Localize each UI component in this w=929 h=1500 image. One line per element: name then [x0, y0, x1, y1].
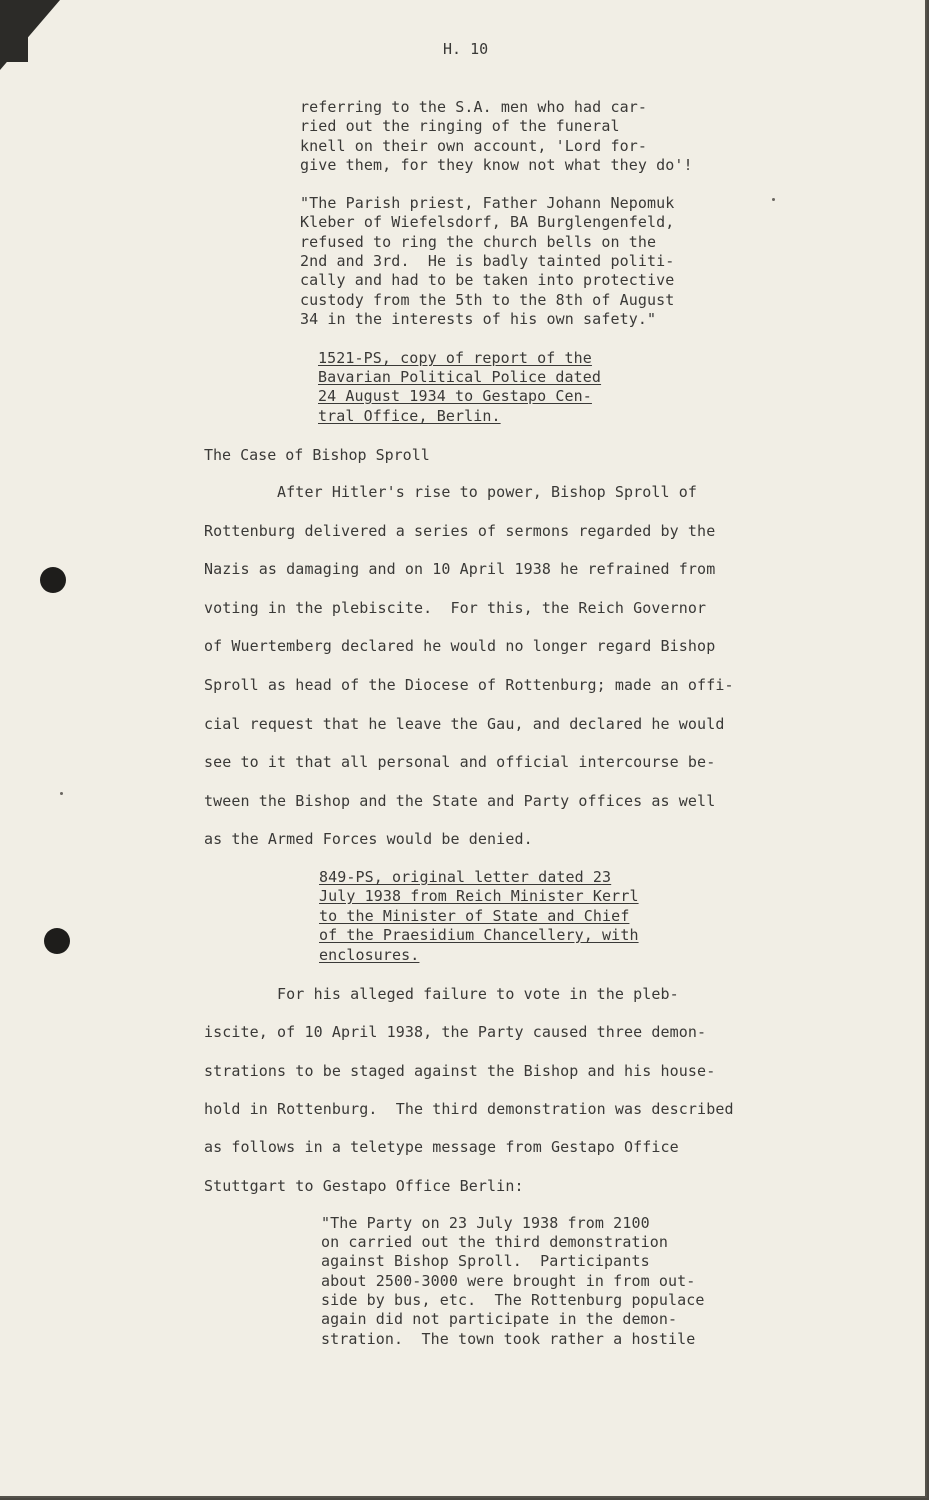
body-line: hold in Rottenburg. The third demonstration was described [204, 1100, 734, 1118]
body-line: as follows in a teletype message from Gestapo Office [204, 1138, 679, 1156]
ink-speck [60, 792, 63, 795]
body-line: For his alleged failure to vote in the pleb- [204, 985, 679, 1003]
page-number: H. 10 [443, 40, 489, 58]
torn-corner-edge [0, 0, 60, 70]
quote-line: 2nd and 3rd. He is badly tainted politi- [300, 252, 675, 270]
quote-line: "The Party on 23 July 1938 from 2100 [321, 1214, 650, 1232]
ink-speck [772, 198, 775, 201]
body-line: iscite, of 10 April 1938, the Party caused three demon- [204, 1023, 707, 1041]
source-reference-line: Bavarian Political Police dated [318, 368, 602, 386]
section-heading: The Case of Bishop Sproll [204, 446, 430, 464]
body-line: Nazis as damaging and on 10 April 1938 he refrained from [204, 560, 716, 578]
body-line: see to it that all personal and official intercourse be- [204, 753, 716, 771]
quote-line: 34 in the interests of his own safety." [300, 310, 657, 328]
quote-line: custody from the 5th to the 8th of August [300, 291, 675, 309]
punch-hole-lower [44, 928, 70, 954]
source-reference-line: of the Praesidium Chancellery, with [319, 926, 639, 944]
source-reference-line: enclosures. [319, 946, 420, 964]
quote-line: cally and had to be taken into protective [300, 271, 675, 289]
body-line: cial request that he leave the Gau, and declared he would [204, 715, 725, 733]
source-reference-line: 1521-PS, copy of report of the [318, 349, 592, 367]
body-line: After Hitler's rise to power, Bishop Sproll of [204, 483, 698, 501]
body-line: Rottenburg delivered a series of sermons regarded by the [204, 522, 716, 540]
quote-line: ried out the ringing of the funeral [300, 117, 620, 135]
source-reference-line: 849-PS, original letter dated 23 [319, 868, 612, 886]
body-line: Stuttgart to Gestapo Office Berlin: [204, 1177, 524, 1195]
body-line: Sproll as head of the Diocese of Rottenburg; made an offi- [204, 676, 734, 694]
punch-hole-upper [40, 567, 66, 593]
source-reference-line: July 1938 from Reich Minister Kerrl [319, 887, 639, 905]
quote-line: about 2500-3000 were brought in from out- [321, 1272, 696, 1290]
body-line: tween the Bishop and the State and Party offices as well [204, 792, 716, 810]
quote-line: again did not participate in the demon- [321, 1310, 678, 1328]
body-line: of Wuertemberg declared he would no longer regard Bishop [204, 637, 716, 655]
quote-line: against Bishop Sproll. Participants [321, 1252, 650, 1270]
quote-line: stration. The town took rather a hostile [321, 1330, 696, 1348]
source-reference-line: to the Minister of State and Chief [319, 907, 630, 925]
body-line: voting in the plebiscite. For this, the Reich Governor [204, 599, 707, 617]
quote-line: side by bus, etc. The Rottenburg populace [321, 1291, 705, 1309]
source-reference-line: tral Office, Berlin. [318, 407, 501, 425]
quote-line: give them, for they know not what they do'! [300, 156, 693, 174]
quote-line: on carried out the third demonstration [321, 1233, 668, 1251]
body-line: as the Armed Forces would be denied. [204, 830, 533, 848]
quote-line: refused to ring the church bells on the [300, 233, 657, 251]
quote-line: Kleber of Wiefelsdorf, BA Burglengenfeld, [300, 213, 675, 231]
quote-line: "The Parish priest, Father Johann Nepomuk [300, 194, 675, 212]
body-line: strations to be staged against the Bishop and his house- [204, 1062, 716, 1080]
source-reference-line: 24 August 1934 to Gestapo Cen- [318, 387, 592, 405]
quote-line: referring to the S.A. men who had car- [300, 98, 647, 116]
quote-line: knell on their own account, 'Lord for- [300, 137, 647, 155]
